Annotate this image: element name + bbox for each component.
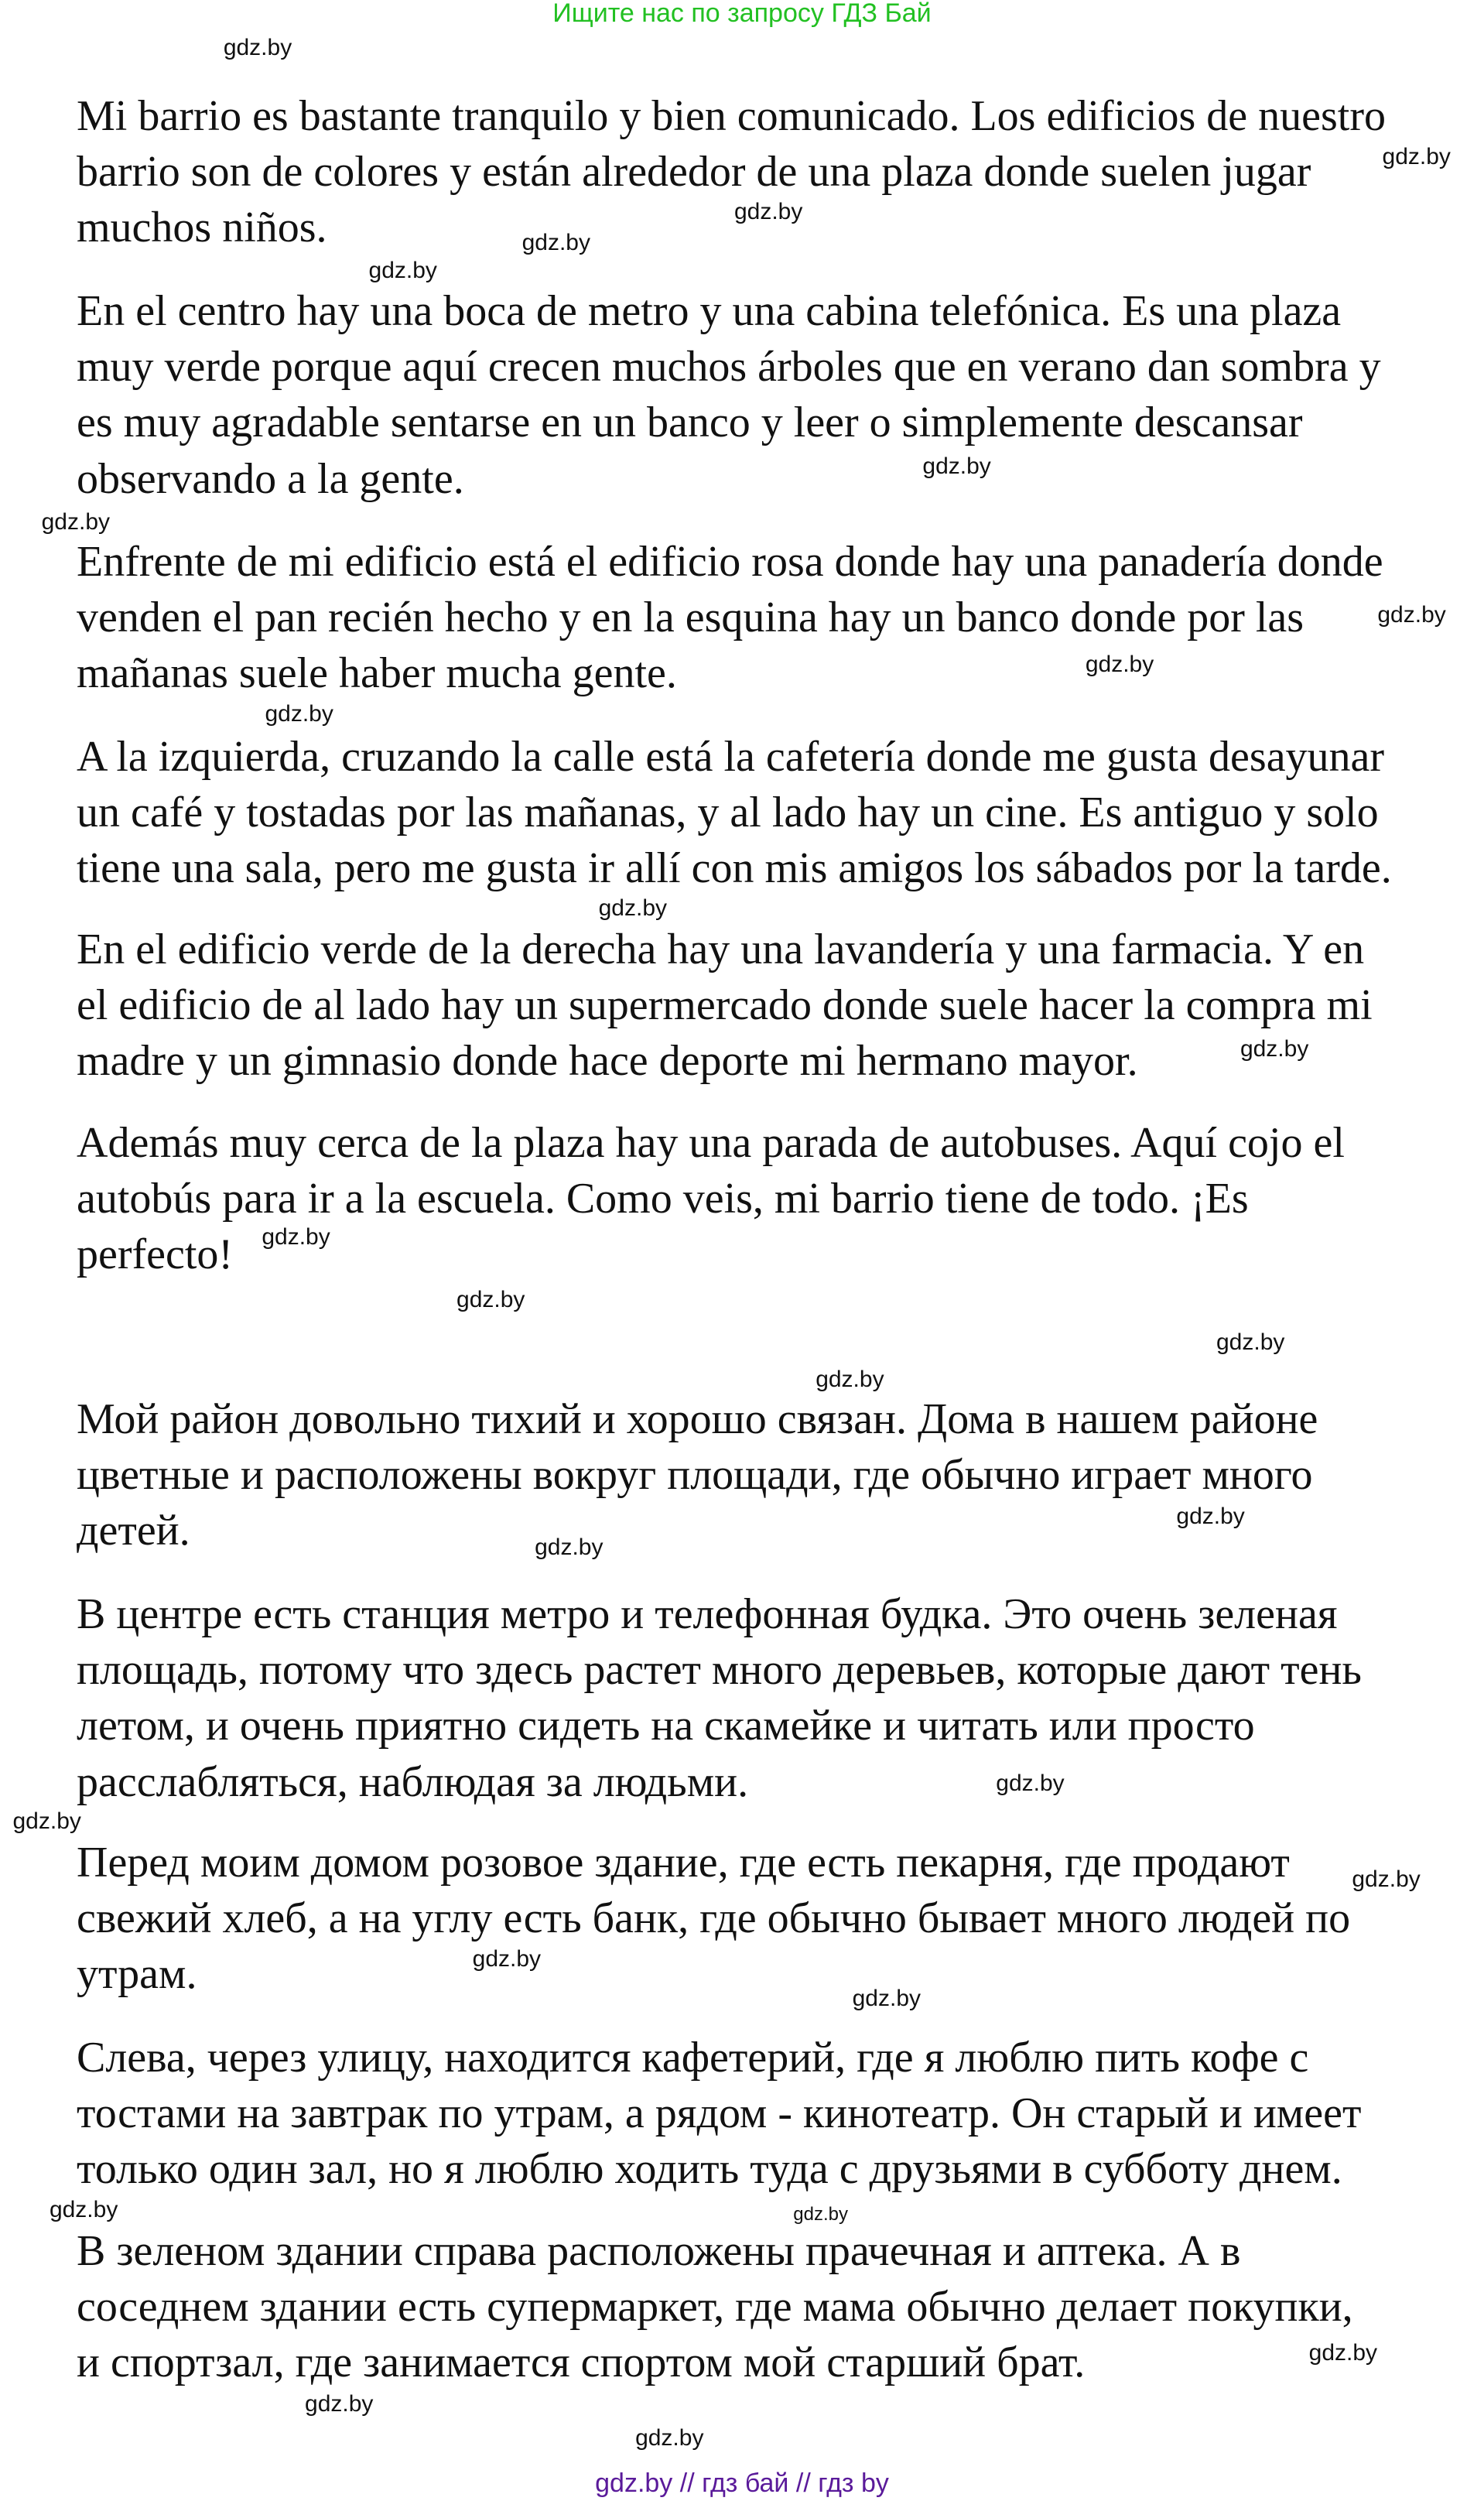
watermark: gdz.by — [368, 257, 437, 283]
text-line: un café y tostadas por las mañanas, y al lado hay un cine. Es antiguo y solo — [77, 789, 1379, 837]
text-line: В центре есть станция метро и телефонная будка. Это очень зеленая — [77, 1590, 1338, 1638]
watermark: gdz.by — [733, 199, 803, 225]
russian-paragraph — [77, 1835, 1350, 2003]
spanish-paragraph — [77, 88, 1386, 256]
text-line: venden el pan recién hecho y en la esquina hay un banco donde por las — [77, 594, 1304, 642]
russian-paragraph — [77, 1391, 1318, 1559]
watermark: gdz.by — [262, 1224, 330, 1250]
text-line: Mi barrio es bastante tranquilo y bien comunicado. Los edificios de nuestro — [77, 92, 1387, 140]
watermark: gdz.by — [12, 1808, 81, 1835]
watermark: gdz.by — [852, 1986, 922, 2012]
text-line: tiene una sala, pero me gusta ir allí con mis amigos los sábados por la tarde. — [77, 844, 1392, 893]
watermark: gdz.by — [922, 453, 991, 479]
text-line: свежий хлеб, а на углу есть банк, где обычно бывает много людей по — [77, 1894, 1351, 1943]
watermark: gdz.by — [41, 509, 111, 535]
text-line: En el edificio verde de la derecha hay una lavandería y una farmacia. Y en — [77, 925, 1365, 973]
watermark: gdz.by — [1308, 2340, 1378, 2366]
watermark: gdz.by — [1382, 143, 1451, 169]
text-line: детей. — [77, 1507, 190, 1555]
text-line: только один зал, но я люблю ходить туда с друзьями в субботу днем. — [77, 2145, 1342, 2194]
text-line: muchos niños. — [77, 204, 327, 252]
watermark: gdz.by — [521, 230, 590, 256]
watermark: gdz.by — [1377, 601, 1446, 628]
text-line: Enfrente de mi edificio está el edificio rosa donde hay una panadería donde — [77, 538, 1383, 586]
spanish-paragraph — [77, 922, 1373, 1090]
watermark: gdz.by — [1216, 1329, 1285, 1356]
text-line: Слева, через улицу, находится кафетерий, где я люблю пить кофе с — [77, 2034, 1309, 2082]
text-line: Мой район довольно тихий и хорошо связан. Дома в нашем районе — [77, 1395, 1318, 1443]
text-line: muy verde porque aquí crecen muchos árboles que en verano dan sombra y — [77, 343, 1381, 392]
russian-paragraph — [77, 2223, 1353, 2391]
watermark: gdz.by — [223, 35, 292, 61]
watermark: gdz.by — [456, 1286, 525, 1312]
text-line: площадь, потому что здесь растет много деревьев, которые дают тень — [77, 1646, 1362, 1695]
text-line: observando a la gente. — [77, 454, 464, 503]
watermark: gdz.by — [1352, 1866, 1421, 1892]
text-line: autobús para ir a la escuela. Como veis, mi barrio tiene de todo. ¡Es — [77, 1175, 1249, 1223]
watermark: gdz.by — [1176, 1503, 1245, 1529]
search-banner: Ищите нас по запросу ГДЗ Бай — [552, 0, 932, 28]
text-line: Перед моим домом розовое здание, где есть пекарня, где продают — [77, 1839, 1290, 1887]
watermark: gdz.by — [305, 2391, 374, 2417]
spanish-paragraph — [77, 283, 1381, 507]
watermark: gdz.by — [1085, 651, 1154, 677]
text-line: утрам. — [77, 1950, 197, 1999]
watermark: gdz.by — [1240, 1035, 1309, 1062]
watermark: gdz.by — [49, 2196, 118, 2222]
text-line: En el centro hay una boca de metro y una cabina telefónica. Es una plaza — [77, 287, 1342, 335]
watermark: gdz.by — [816, 1367, 884, 1393]
text-line: соседнем здании есть супермаркет, где мама обычно делает покупки, — [77, 2283, 1353, 2332]
watermark: gdz.by — [635, 2424, 704, 2451]
text-line: perfecto! — [77, 1230, 234, 1279]
text-line: el edificio de al lado hay un supermercado donde suele hacer la compra mi — [77, 981, 1373, 1030]
text-line: A la izquierda, cruzando la calle está la cafetería donde me gusta desayunar — [77, 733, 1385, 781]
text-line: madre y un gimnasio donde hace deporte mi hermano mayor. — [77, 1037, 1138, 1086]
spanish-paragraph — [77, 534, 1383, 702]
footer-links: gdz.by // гдз бай // гдз by — [595, 2468, 889, 2498]
russian-paragraph — [77, 2030, 1361, 2198]
watermark: gdz.by — [793, 2203, 849, 2225]
text-line: расслабляться, наблюдая за людьми. — [77, 1757, 749, 1806]
text-line: es muy agradable sentarse en un banco y leer o simplemente descansar — [77, 399, 1303, 447]
text-line: barrio son de colores y están alrededor de una plaza donde suelen jugar — [77, 148, 1311, 197]
watermark: gdz.by — [265, 700, 333, 727]
text-line: В зеленом здании справа расположены прачечная и аптека. А в — [77, 2227, 1241, 2275]
watermark: gdz.by — [996, 1770, 1065, 1796]
text-line: и спортзал, где занимается спортом мой старший брат. — [77, 2338, 1086, 2387]
text-line: цветные и расположены вокруг площади, где обычно играет много — [77, 1451, 1313, 1500]
spanish-paragraph — [77, 729, 1392, 897]
spanish-paragraph — [77, 1115, 1345, 1283]
russian-paragraph — [77, 1586, 1362, 1810]
watermark: gdz.by — [535, 1534, 604, 1560]
watermark: gdz.by — [472, 1945, 542, 1972]
text-line: mañanas suele haber mucha gente. — [77, 649, 677, 698]
watermark: gdz.by — [598, 895, 668, 922]
text-line: тостами на завтрак по утрам, а рядом - кинотеатр. Он старый и имеет — [77, 2089, 1362, 2138]
text-line: Además muy cerca de la plaza hay una parada de autobuses. Aquí cojo el — [77, 1119, 1345, 1167]
text-line: летом, и очень приятно сидеть на скамейке и читать или просто — [77, 1702, 1255, 1750]
